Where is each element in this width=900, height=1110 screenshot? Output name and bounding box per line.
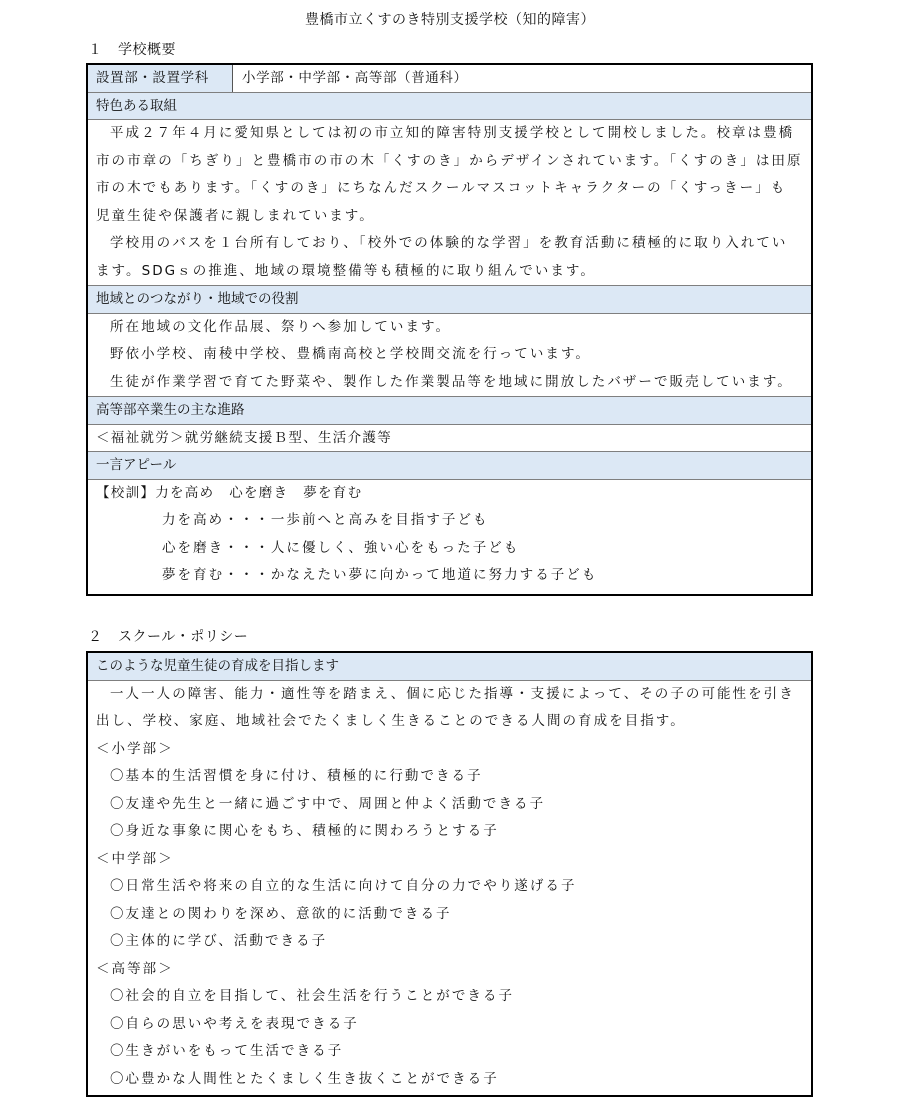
motto-detail: 夢を育む・・・かなえたい夢に向かって地道に努力する子ども <box>162 567 598 583</box>
departments-row <box>88 65 811 93</box>
features-line: 市の市章の「ちぎり」と豊橋市の市の木「くすのき」からデザインされています。「くすのき」は田原 <box>96 152 803 169</box>
elementary-label: ＜小学部＞ <box>96 740 174 757</box>
features-line: ます。SDGｓの推進、地域の環境整備等も積極的に取り組んでいます。 <box>96 262 596 279</box>
senior-item: 〇心豊かな人間性とたくましく生き抜くことができる子 <box>110 1070 499 1087</box>
senior-item: 〇社会的自立を目指して、社会生活を行うことができる子 <box>110 988 515 1004</box>
junior-item: 〇友達との関わりを深め、意欲的に活動できる子 <box>110 905 452 922</box>
community-body <box>88 314 811 398</box>
policy-intro-line: 一人一人の障害、能力・適性等を踏まえ、個に応じた指導・支援によって、その子の可能性を引き <box>110 685 795 702</box>
appeal-heading: 一言アピール <box>88 452 811 480</box>
elementary-item: 〇基本的生活習慣を身に付け、積極的に行動できる子 <box>110 768 483 784</box>
section2-title: スクール・ポリシー <box>118 629 249 645</box>
appeal-body <box>88 480 811 590</box>
policy-heading: このような児童生徒の育成を目指します <box>88 653 811 681</box>
policy-body <box>88 681 811 1094</box>
junior-item: 〇主体的に学び、活動できる子 <box>110 933 328 949</box>
section1-number: １ <box>88 42 103 58</box>
senior-item: 〇自らの思いや考えを表現できる子 <box>110 1015 359 1032</box>
features-line: 平成２７年４月に愛知県としては初の市立知的障害特別支援学校として開校しました。校章は豊橋 <box>110 125 795 141</box>
section1-heading <box>88 39 176 59</box>
motto-detail: 心を磨き・・・人に優しく、強い心をもった子ども <box>162 539 520 556</box>
senior-item: 〇生きがいをもって生活できる子 <box>110 1043 344 1059</box>
elementary-item: 〇身近な事象に関心をもち、積極的に関わろうとする子 <box>110 823 499 839</box>
community-heading: 地域とのつながり・地域での役割 <box>88 286 811 314</box>
school-policy-table <box>86 651 813 1097</box>
features-line: 児童生徒や保護者に親しまれています。 <box>96 207 375 224</box>
career-value: ＜福祉就労＞就労継続支援Ｂ型、生活介護等 <box>88 425 811 453</box>
junior-label: ＜中学部＞ <box>96 850 174 867</box>
community-line: 所在地域の文化作品展、祭りへ参加しています。 <box>110 318 452 335</box>
features-body <box>88 120 811 286</box>
departments-value: 小学部・中学部・高等部（普通科） <box>242 70 468 86</box>
community-line: 生徒が作業学習で育てた野菜や、製作した作業製品等を地域に開放したバザーで販売しています。 <box>110 373 793 390</box>
departments-label: 設置部・設置学科 <box>88 65 233 92</box>
elementary-item: 〇友達や先生と一緒に過ごす中で、周囲と仲よく活動できる子 <box>110 795 546 812</box>
community-line: 野依小学校、南稜中学校、豊橋南高校と学校間交流を行っています。 <box>110 346 591 362</box>
features-line: 学校用のバスを１台所有しており、「校外での体験的な学習」を教育活動に積極的に取り入れてい <box>110 235 788 251</box>
section1-title: 学校概要 <box>118 42 176 58</box>
features-heading: 特色ある取組 <box>88 93 811 121</box>
section2-heading <box>88 626 248 646</box>
career-heading: 高等部卒業生の主な進路 <box>88 397 811 425</box>
junior-item: 〇日常生活や将来の自立的な生活に向けて自分の力でやり遂げる子 <box>110 878 577 894</box>
motto-line: 【校訓】力を高め 心を磨き 夢を育む <box>96 484 363 501</box>
document-title: 豊橋市立くすのき特別支援学校（知的障害） <box>305 12 595 28</box>
school-overview-table <box>86 63 813 596</box>
policy-intro-line: 出し、学校、家庭、地域社会でたくましく生きることのできる人間の育成を目指す。 <box>96 713 686 729</box>
section2-number: ２ <box>88 629 103 645</box>
features-line: 市の木でもあります。「くすのき」にちなんだスクールマスコットキャラクターの「くすっきー」も <box>96 180 787 196</box>
motto-detail: 力を高め・・・一歩前へと高みを目指す子ども <box>162 512 489 528</box>
senior-label: ＜高等部＞ <box>96 960 174 977</box>
